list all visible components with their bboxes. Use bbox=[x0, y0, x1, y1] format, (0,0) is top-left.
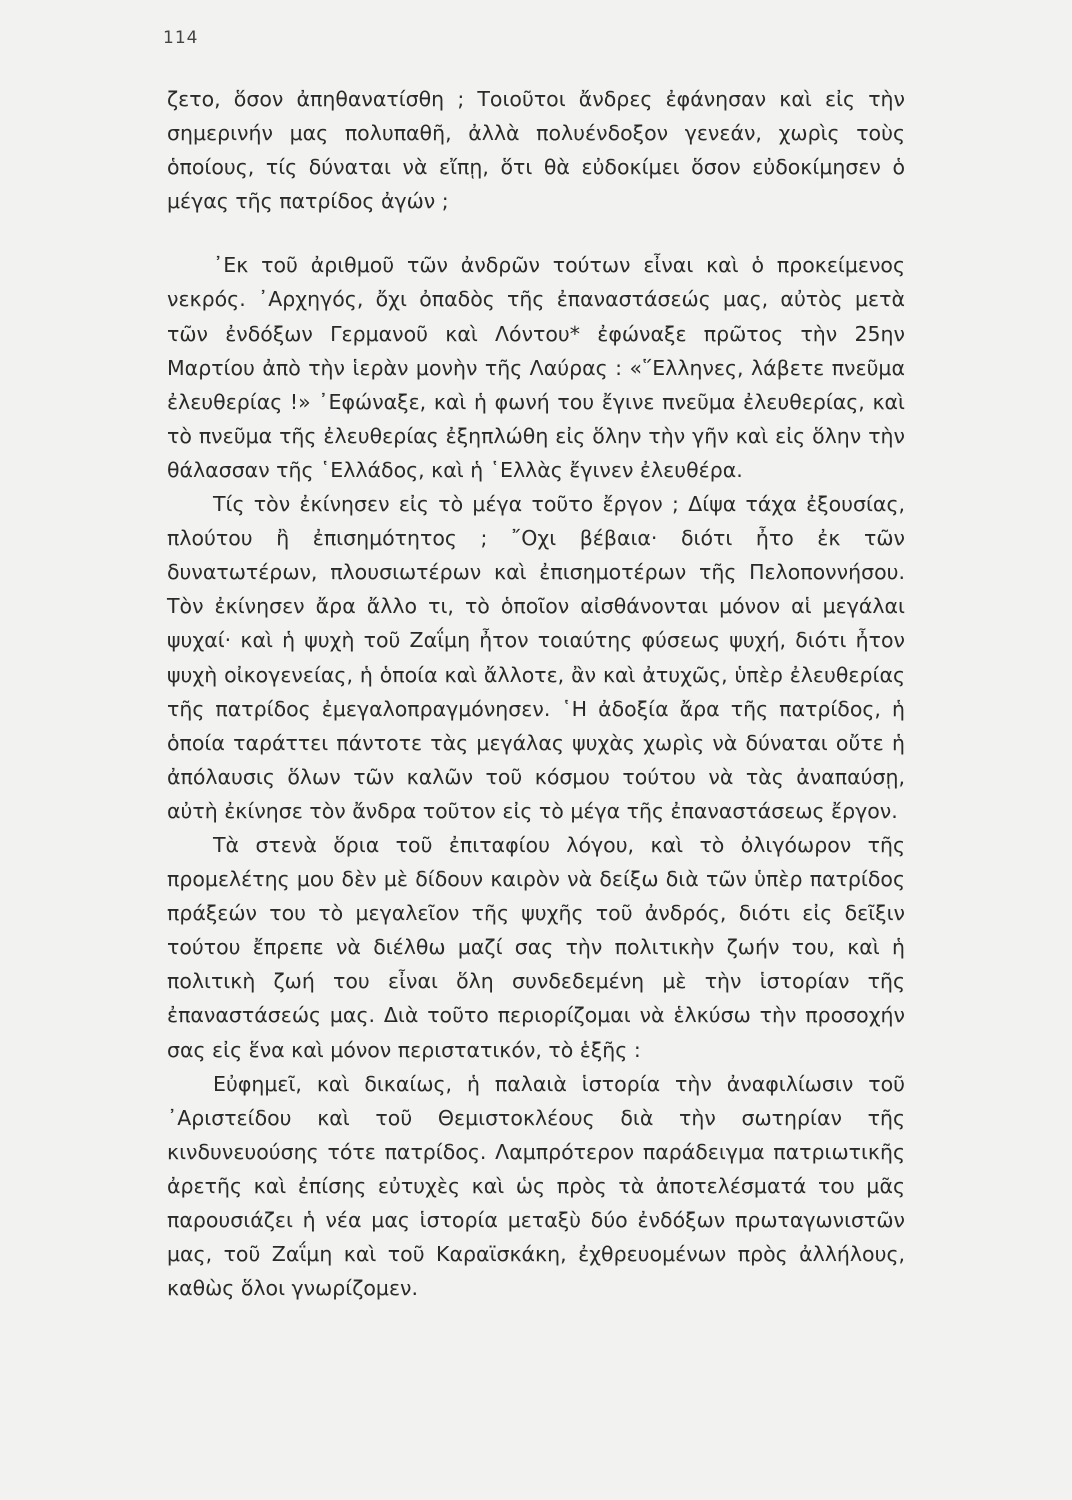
paragraph-4: Τὰ στενὰ ὅρια τοῦ ἐπιταφίου λόγου, καὶ τὸ ὀλιγόωρον τῆς προμελέτης μου δὲν μὲ δίδουν καιρὸν νὰ δείξω διὰ τῶν ὑπὲρ πατρίδος πράξεών του τὸ μεγαλεῖον τῆς ψυχῆς τοῦ ἀνδρός, διότι εἰς δεῖξιν τούτου ἔπρεπε νὰ διέλθω μαζί σας τὴν πολιτικὴν ζωήν του, καὶ ἡ πολιτικὴ ζωή του εἶναι ὅλη συνδεδεμένη μὲ τὴν ἱστορίαν τῆς ἐπαναστάσεώς μας. Διὰ τοῦτο περιορίζομαι νὰ ἑλκύσω τὴν προσοχήν σας εἰς ἕνα καὶ μόνον περιστατικόν, τὸ ἑξῆς : bbox=[167, 832, 905, 1062]
paragraph-1: ζετο, ὅσον ἀπηθανατίσθη ; Τοιοῦτοι ἄνδρες ἐφάνησαν καὶ εἰς τὴν σημερινήν μας πολυπαθῆ, ἀλλὰ πολυένδοξον γενεάν, χωρὶς τοὺς ὁποίους, τίς δύναται νὰ εἴπῃ, ὅτι θὰ εὐδοκίμει ὅσον εὐδοκίμησεν ὁ μέγας τῆς πατρίδος ἀγών ; bbox=[167, 87, 905, 214]
paragraph-5: Εὐφημεῖ, καὶ δικαίως, ἡ παλαιὰ ἱστορία τὴν ἀναφιλίωσιν τοῦ ᾿Αριστείδου καὶ τοῦ Θεμιστοκλέους διὰ τὴν σωτηρίαν τῆς κινδυνευούσης τότε πατρίδος. Λαμπρότερον παράδειγμα πατριωτικῆς ἀρετῆς καὶ ἐπίσης εὐτυχὲς καὶ ὡς πρὸς τὰ ἀποτελέσματά του μᾶς παρουσιάζει ἡ νέα μας ἱστορία μεταξὺ δύο ἐνδόξων πρωταγωνιστῶν μας, τοῦ Ζαΐμη καὶ τοῦ Καραϊσκάκη, ἐχθρευομένων πρὸς ἀλλήλους, καθὼς ὅλοι γνωρίζομεν. bbox=[167, 1071, 905, 1301]
paragraph-3: Τίς τὸν ἐκίνησεν εἰς τὸ μέγα τοῦτο ἔργον ; Δίψα τάχα ἐξουσίας, πλούτου ἢ ἐπισημότητος ; ῎Οχι βέβαια· διότι ἦτο ἐκ τῶν δυνατωτέρων, πλουσιωτέρων καὶ ἐπισημοτέρων τῆς Πελοποννήσου. Τὸν ἐκίνησεν ἄρα ἄλλο τι, τὸ ὁποῖον αἰσθάνονται μόνον αἱ μεγάλαι ψυχαί· καὶ ἡ ψυχὴ τοῦ Ζαΐμη ἦτον τοιαύτης φύσεως ψυχή, διότι ἦτον ψυχὴ οἰκογενείας, ἡ ὁποία καὶ ἄλλοτε, ἂν καὶ ἀτυχῶς, ὑπὲρ ἐλευθερίας τῆς πατρίδος ἐμεγαλοπραγμόνησεν. ῾Η ἀδοξία ἄρα τῆς πατρίδος, ἡ ὁποία ταράττει πάντοτε τὰς μεγάλας ψυχὰς χωρὶς νὰ δύναται οὔτε ἡ ἀπόλαυσις ὅλων τῶν καλῶν τοῦ κόσμου τούτου νὰ τὰς ἀναπαύσῃ, αὐτὴ ἐκίνησε τὸν ἄνδρα τοῦτον εἰς τὸ μέγα τῆς ἐπαναστάσεως ἔργον. bbox=[167, 492, 905, 823]
page-body-text bbox=[167, 82, 905, 1305]
paragraph-2: ᾿Εκ τοῦ ἀριθμοῦ τῶν ἀνδρῶν τούτων εἶναι καὶ ὁ προκείμενος νεκρός. ᾿Αρχηγός, ὄχι ὀπαδὸς τῆς ἐπαναστάσεώς μας, αὐτὸς μετὰ τῶν ἐνδόξων Γερμανοῦ καὶ Λόντου* ἐφώναξε πρῶτος τὴν 25ην Μαρτίου ἀπὸ τὴν ἱερὰν μονὴν τῆς Λαύρας : «῞Ελληνες, λάβετε πνεῦμα ἐλευθερίας !» ᾿Εφώναξε, καὶ ἡ φωνή του ἔγινε πνεῦμα ἐλευθερίας, καὶ τὸ πνεῦμα τῆς ἐλευθερίας ἐξηπλώθη εἰς ὅλην τὴν γῆν καὶ εἰς ὅλην τὴν θάλασσαν τῆς ῾Ελλάδος, καὶ ἡ ῾Ελλὰς ἔγινεν ἐλευθέρα. bbox=[167, 253, 905, 482]
page-number: 114 bbox=[163, 28, 199, 48]
